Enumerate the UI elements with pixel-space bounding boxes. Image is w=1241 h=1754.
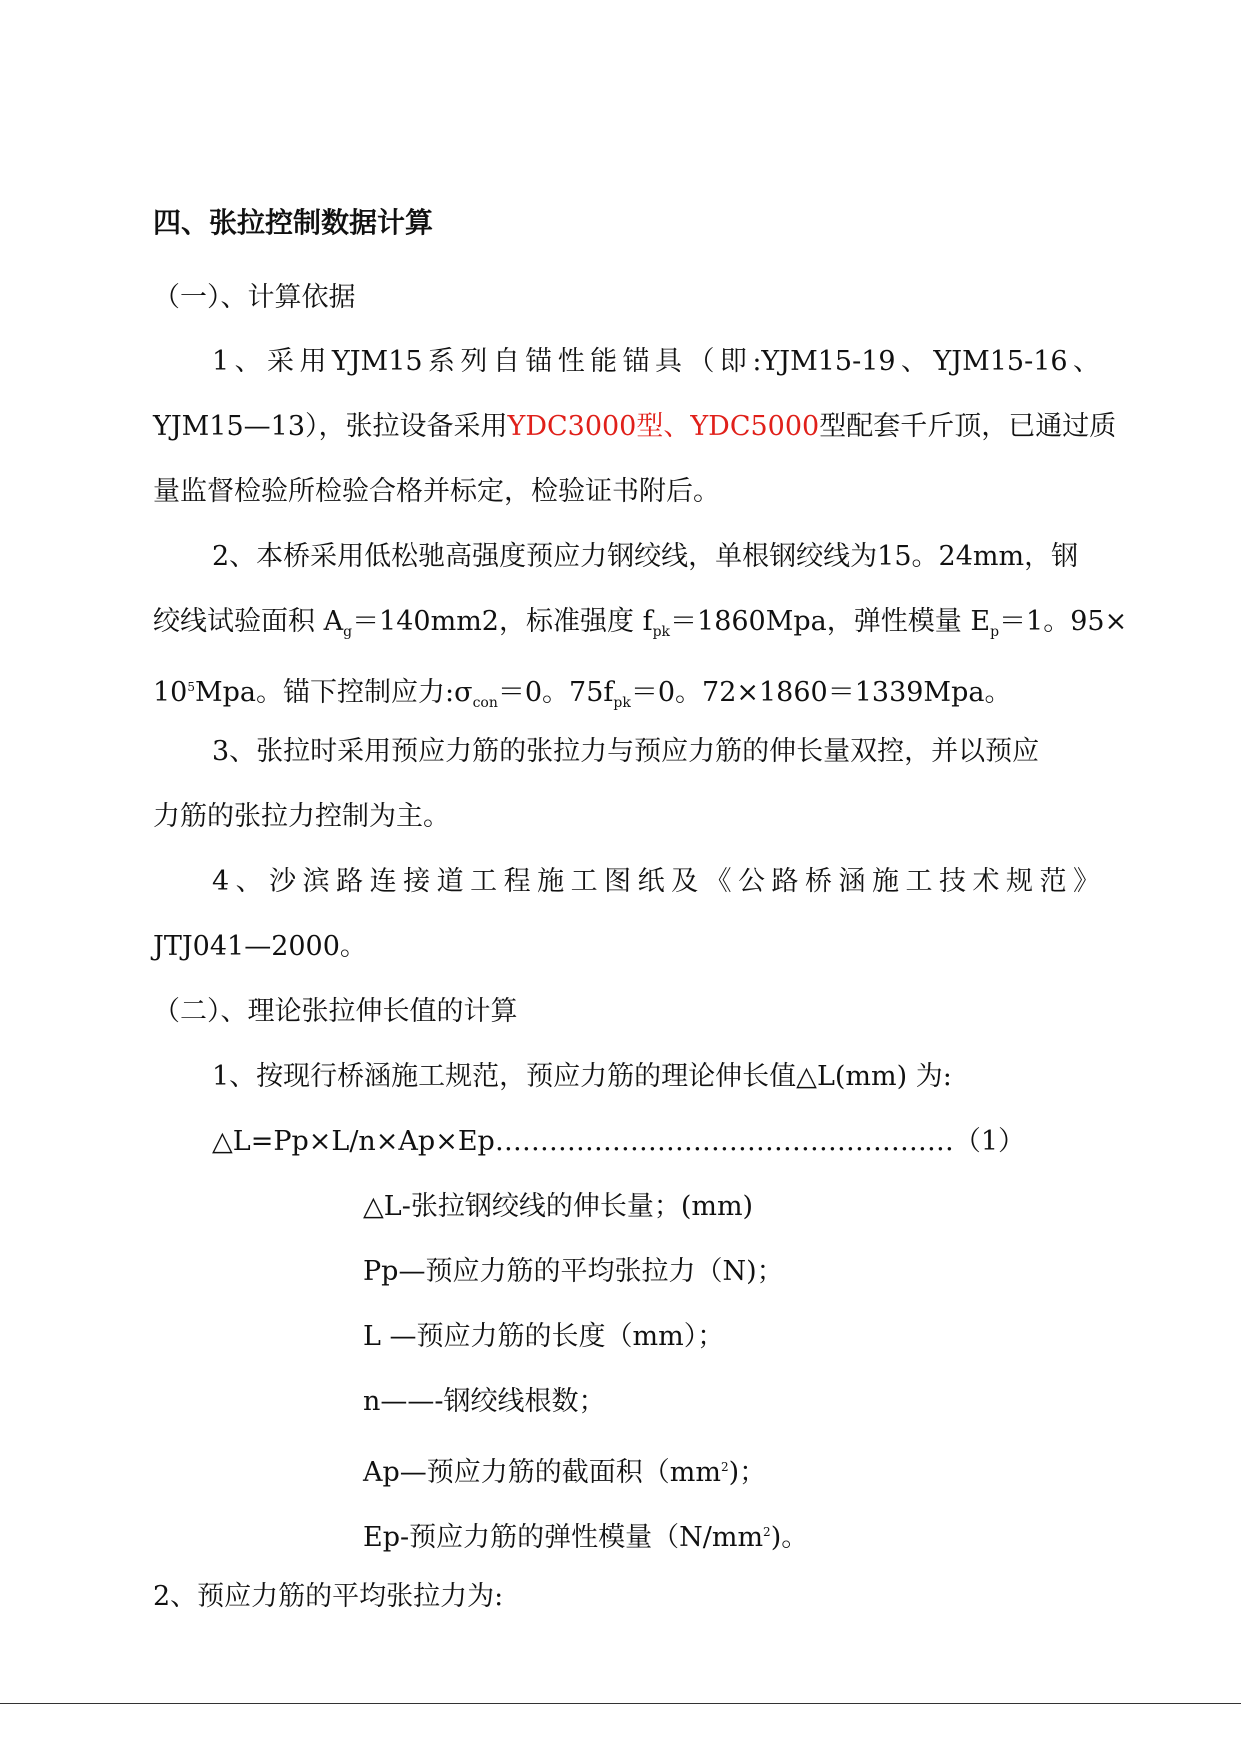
paragraph-1-line-2: YJM15—13），张拉设备采用YDC3000型、YDC5000型配套千斤顶，已通过质 bbox=[153, 411, 1117, 442]
paragraph-2-line-2: 绞线试验面积 $A_g=140mm2$，标准强度 $f_{pk}=1860Mpa$，弹性模量 $E_p=1$。95× bbox=[153, 606, 1128, 640]
paragraph-2-line-1: 2、本桥采用低松驰高强度预应力钢绞线，单根钢绞线为15。24mm，钢 bbox=[212, 541, 1079, 572]
footer-divider bbox=[0, 1703, 1241, 1704]
paragraph-3-line-1: 3、张拉时采用预应力筋的张拉力与预应力筋的伸长量双控，并以预应 bbox=[212, 736, 1040, 767]
equipment-models-highlight: YDC3000型、YDC5000 bbox=[507, 411, 820, 442]
paragraph-3-line-2: 力筋的张拉力控制为主。 bbox=[153, 801, 450, 832]
item-2: 2、预应力筋的平均张拉力为: bbox=[153, 1581, 504, 1612]
formula-1: △L=Pp×L/n×Ap×Ep……………………………………………（1） bbox=[212, 1126, 1026, 1157]
section-heading: 四、张拉控制数据计算 bbox=[153, 206, 434, 239]
definition-ap: Ap—预应力筋的截面积$(mm^2)$； bbox=[363, 1457, 767, 1488]
definition-ep: Ep-预应力筋的弹性模量$(N/mm^2)$。 bbox=[363, 1522, 809, 1553]
subsection-title-2: （二）、理论张拉伸长值的计算 bbox=[153, 996, 518, 1027]
paragraph-2-line-3: $10^5Mpa$。锚下控制应力$:\sigma_{con}=0$。$75f_{pk}=0$。72×1860＝1339Mpa。 bbox=[153, 677, 1012, 711]
subsection-title-1: （一）、计算依据 bbox=[153, 282, 356, 313]
paragraph-1-line-3: 量监督检验所检验合格并标定，检验证书附后。 bbox=[153, 476, 720, 507]
paragraph-4-line-2: JTJ041—2000。 bbox=[153, 931, 367, 962]
paragraph-1-line-1: 1、采用YJM15系列自锚性能锚具（即:YJM15-19、YJM15-16、 bbox=[212, 346, 1100, 377]
item-1: 1、按现行桥涵施工规范，预应力筋的理论伸长值△L(mm) 为: bbox=[212, 1061, 952, 1092]
definition-l: L —预应力筋的长度（mm）； bbox=[363, 1321, 725, 1352]
definition-n: n——-钢绞线根数； bbox=[363, 1386, 606, 1417]
definition-pp: Pp—预应力筋的平均张拉力（N)； bbox=[363, 1256, 784, 1287]
definition-delta-l: △L-张拉钢绞线的伸长量；(mm) bbox=[363, 1191, 754, 1222]
paragraph-4-line-1: 4、沙滨路连接道工程施工图纸及《公路桥涵施工技术规范》 bbox=[212, 866, 1100, 897]
